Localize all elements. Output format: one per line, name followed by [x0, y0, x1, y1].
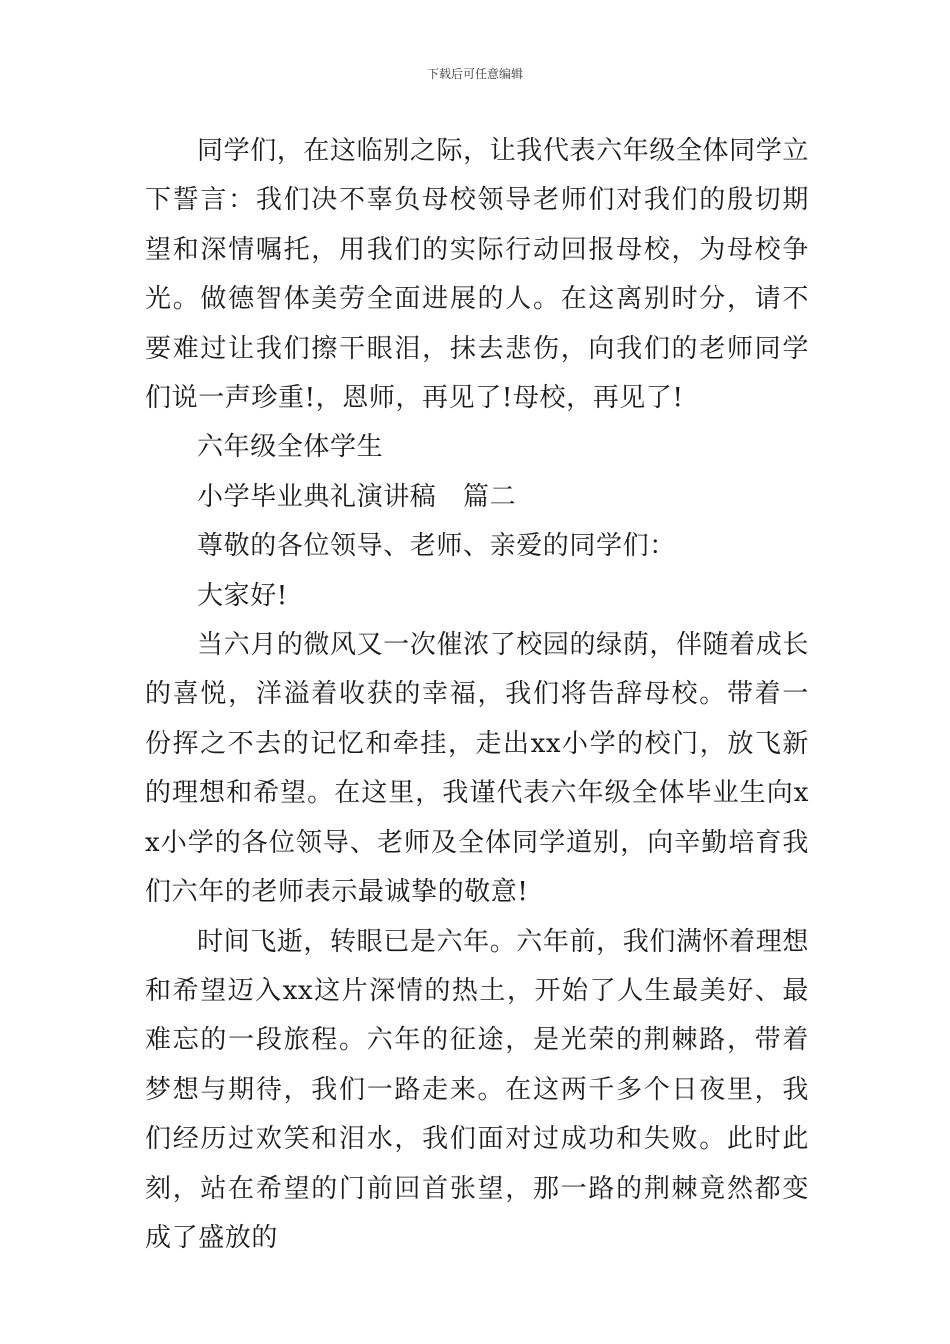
paragraph-oath: 同学们，在这临别之际，让我代表六年级全体同学立下誓言：我们决不辜负母校领导老师们对我们的殷切期望和深情嘱托，用我们的实际行动回报母校，为母校争光。做德智体美劳全面进展的人。在这离别时分，请不要难过让我们擦干眼泪，抹去悲伤，向我们的老师同学们说一声珍重!，恩师，再见了!母校，再见了!: [145, 136, 809, 414]
document-body: [145, 127, 809, 1263]
paragraph-salutation: 尊敬的各位领导、老师、亲爱的同学们：: [197, 531, 676, 562]
paragraph-greeting: 大家好!: [197, 580, 288, 611]
header-note: 下载后可任意编辑: [426, 67, 523, 81]
paragraph-signature: 六年级全体学生: [197, 432, 384, 463]
paragraph-farewell: 当六月的微风又一次催浓了校园的绿荫，伴随着成长的喜悦，洋溢着收获的幸福，我们将告辞母校。带着一份挥之不去的记忆和牵挂，走出xx小学的校门，放飞新的理想和希望。在这里，我谨代表六年级全体毕业生向xx小学的各位领导、老师及全体同学道别，向辛勤培育我们六年的老师表示最诚挚的敬意!: [145, 630, 809, 908]
paragraph-time-flies: 时间飞逝，转眼已是六年。六年前，我们满怀着理想和希望迈入xx这片深情的热土，开始了人生最美好、最难忘的一段旅程。六年的征途，是光荣的荆棘路，带着梦想与期待，我们一路走来。在这两千多个日夜里，我们经历过欢笑和泪水，我们面对过成功和失败。此时此刻，站在希望的门前回首张望，那一路的荆棘竟然都变成了盛放的: [145, 926, 809, 1253]
section-title: 小学毕业典礼演讲稿 篇二: [197, 481, 517, 512]
